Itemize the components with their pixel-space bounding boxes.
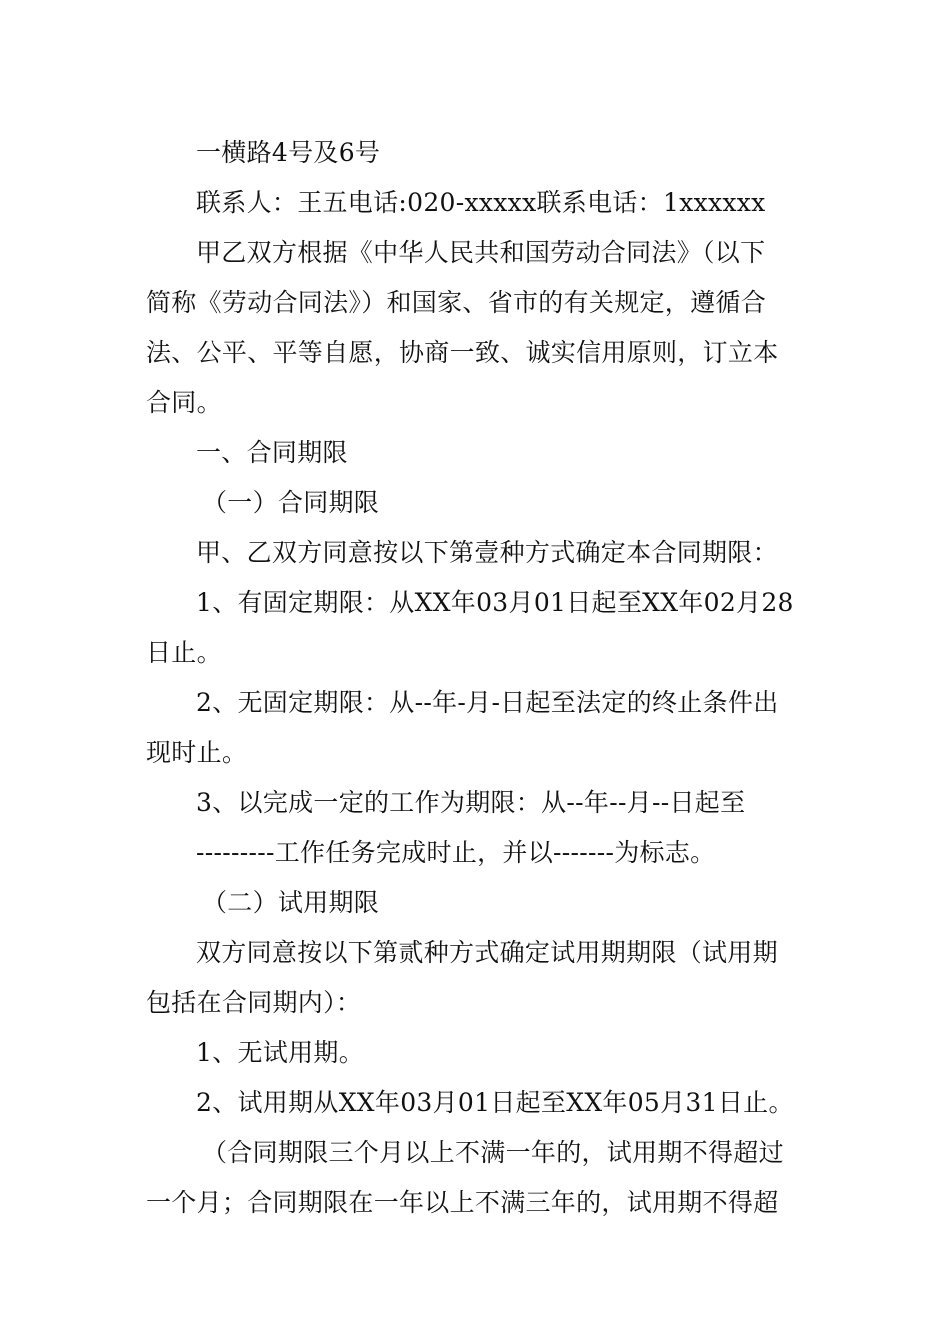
subsection-heading-probation: （二）试用期限 xyxy=(202,888,380,917)
subsection-heading-contract-term: （一）合同期限 xyxy=(202,488,380,517)
contract-text-body xyxy=(146,128,806,1228)
term-option-1-line-2: 日止。 xyxy=(146,638,222,667)
term-option-3-line-1: 3、以完成一定的工作为期限：从--年--月--日起至 xyxy=(196,788,746,817)
term-option-1-line-1: 1、有固定期限：从XX年03月01日起至XX年02月28 xyxy=(196,588,794,617)
preamble-line-1: 甲乙双方根据《中华人民共和国劳动合同法》（以下 xyxy=(196,238,766,267)
contact-line: 联系人：王五电话:020-xxxxx联系电话：1xxxxxx xyxy=(196,188,766,217)
probation-option-1: 1、无试用期。 xyxy=(196,1038,365,1067)
preamble-line-2: 简称《劳动合同法》）和国家、省市的有关规定，遵循合 xyxy=(146,288,767,317)
term-agreement-line: 甲、乙双方同意按以下第壹种方式确定本合同期限： xyxy=(196,538,778,567)
probation-agreement-line-2: 包括在合同期内）： xyxy=(146,988,362,1017)
probation-note-line-2: 一个月；合同期限在一年以上不满三年的，试用期不得超 xyxy=(146,1188,779,1217)
address-line: 一横路4号及6号 xyxy=(196,138,381,167)
probation-option-2: 2、试用期从XX年03月01日起至XX年05月31日止。 xyxy=(196,1088,794,1117)
term-option-2-line-1: 2、无固定期限：从--年-月-日起至法定的终止条件出 xyxy=(196,688,779,717)
probation-agreement-line-1: 双方同意按以下第贰种方式确定试用期期限（试用期 xyxy=(196,938,778,967)
term-option-2-line-2: 现时止。 xyxy=(146,738,248,767)
preamble-line-4: 合同。 xyxy=(146,388,222,417)
term-option-3-line-2: ---------工作任务完成时止，并以-------为标志。 xyxy=(196,838,716,867)
probation-note-line-1: （合同期限三个月以上不满一年的，试用期不得超过 xyxy=(202,1138,784,1167)
preamble-line-3: 法、公平、平等自愿，协商一致、诚实信用原则，订立本 xyxy=(146,338,779,367)
section-heading-contract-term: 一、合同期限 xyxy=(196,438,348,467)
